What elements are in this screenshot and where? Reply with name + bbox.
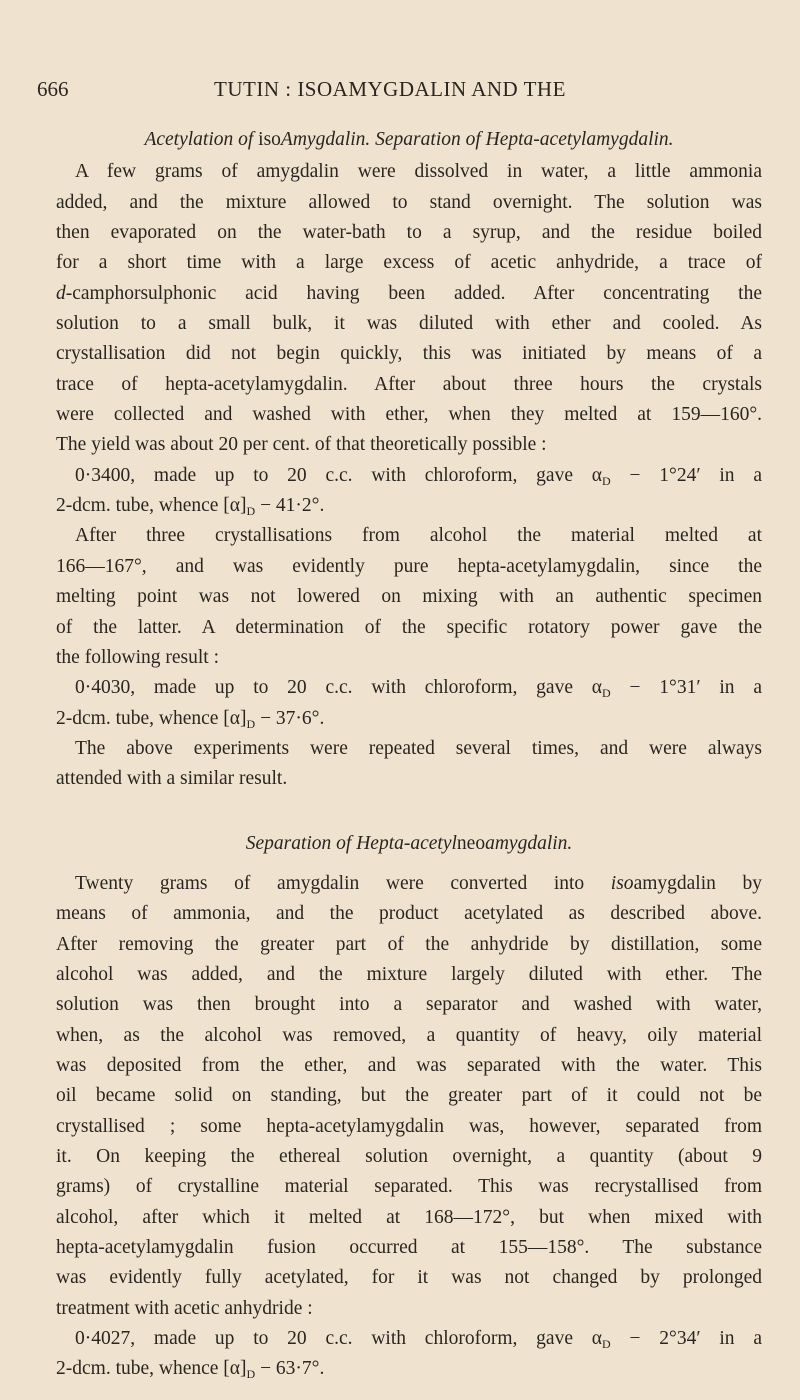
text-line	[56, 899, 762, 929]
paragraph	[56, 734, 762, 795]
text-segment: Twenty grams of amygdalin were converted into	[75, 872, 611, 894]
text-segment: of the latter. A determination of the specific rotatory power gave the	[56, 616, 762, 638]
text-line	[56, 582, 762, 612]
text-line	[56, 869, 762, 899]
text-line	[56, 734, 762, 764]
text-segment: − 37·6°.	[255, 707, 325, 729]
text-segment: means of ammonia, and the product acetylated as described above.	[56, 903, 762, 925]
text-line	[56, 1021, 762, 1051]
paragraph	[56, 869, 762, 1324]
text-segment: oil became solid on standing, but the greater part of it could not be	[56, 1085, 762, 1107]
text-segment: trace of hepta-acetylamygdalin. After about three hours the crystals	[56, 373, 762, 395]
text-segment: − 2°34′ in a	[610, 1328, 762, 1350]
text-segment: After removing the greater part of the anhydride by distillation, some	[56, 933, 762, 955]
text-line	[56, 248, 762, 278]
text-segment: when, as the alcohol was removed, a quantity of heavy, oily material	[56, 1024, 762, 1046]
text-segment: was evidently fully acetylated, for it was not changed by prolonged	[56, 1267, 762, 1289]
subscript: D	[246, 1367, 256, 1382]
text-segment: crystallisation did not begin quickly, this was initiated by means of a	[56, 343, 762, 365]
text-line	[56, 643, 762, 673]
text-line	[56, 613, 762, 643]
subscript: D	[602, 473, 611, 488]
text-line	[56, 1142, 762, 1172]
text-line	[56, 157, 762, 187]
text-line	[56, 461, 762, 491]
subscript: D	[246, 716, 256, 731]
text-segment: The yield was about 20 per cent. of that theoretically possible :	[56, 434, 547, 456]
text-segment: was deposited from the ether, and was separated with the water. This	[56, 1054, 762, 1076]
text-line	[56, 339, 762, 369]
text-segment: − 63·7°.	[255, 1358, 325, 1380]
paragraph	[56, 521, 762, 673]
text-segment: amygdalin by	[633, 872, 762, 894]
text-line	[56, 829, 762, 859]
running-title: TUTIN : ISOAMYGDALIN AND THE	[214, 77, 566, 101]
text-line	[56, 960, 762, 990]
text-segment: -camphorsulphonic acid having been added. After concentrating the	[65, 282, 762, 304]
text-segment: After three crystallisations from alcohol the material melted at	[75, 525, 762, 547]
italic-text: Amygdalin. Separation of Hepta-acetylamygdalin.	[280, 129, 674, 150]
text-segment: neo	[456, 832, 486, 854]
text-line	[56, 400, 762, 430]
text-segment: the following result :	[56, 646, 220, 668]
subscript: D	[602, 686, 611, 701]
text-segment: − 1°24′ in a	[610, 464, 762, 486]
text-segment: The above experiments were repeated several times, and were always	[75, 737, 762, 759]
text-line	[56, 1112, 762, 1142]
italic-text: Acetylation of	[144, 129, 259, 150]
running-header	[37, 77, 737, 107]
page-body	[56, 125, 762, 1385]
text-segment: for a short time with a large excess of acetic anhydride, a trace of	[56, 252, 762, 274]
text-segment: were collected and washed with ether, when they melted at 159—160°.	[56, 404, 762, 426]
text-line	[56, 218, 762, 248]
text-segment: 0·4030, made up to 20 c.c. with chloroform, gave α	[75, 677, 603, 699]
text-segment: 2-dcm. tube, whence [α]	[56, 495, 247, 517]
subscript: D	[246, 504, 256, 519]
text-line	[56, 1233, 762, 1263]
italic-text: amygdalin.	[485, 832, 573, 854]
paragraph	[56, 673, 762, 734]
text-segment: added, and the mixture allowed to stand overnight. The solution was	[56, 191, 762, 213]
text-line	[56, 1263, 762, 1293]
text-line	[56, 1203, 762, 1233]
text-line	[56, 673, 762, 703]
text-segment: alcohol was added, and the mixture largely diluted with ether. The	[56, 963, 762, 985]
text-segment: melting point was not lowered on mixing with an authentic specimen	[56, 586, 762, 608]
text-line	[56, 370, 762, 400]
italic-text: iso	[610, 872, 634, 894]
text-segment: A few grams of amygdalin were dissolved in water, a little ammonia	[75, 161, 762, 183]
text-segment: 0·4027, made up to 20 c.c. with chloroform, gave α	[75, 1328, 603, 1350]
text-segment: 2-dcm. tube, whence [α]	[56, 707, 247, 729]
text-segment: treatment with acetic anhydride :	[56, 1297, 313, 1319]
italic-text: d	[56, 282, 66, 304]
italic-text: Separation of Hepta-acetyl	[245, 832, 457, 854]
text-segment: alcohol, after which it melted at 168—172°, but when mixed with	[56, 1206, 762, 1228]
text-line	[56, 1081, 762, 1111]
text-line	[56, 491, 762, 521]
text-line	[56, 279, 762, 309]
text-line	[56, 1324, 762, 1354]
text-line	[56, 1172, 762, 1202]
text-segment: crystallised ; some hepta-acetylamygdalin was, however, separated from	[56, 1115, 762, 1137]
text-segment: − 1°31′ in a	[610, 677, 762, 699]
text-segment: 2-dcm. tube, whence [α]	[56, 1358, 247, 1380]
section-heading	[56, 125, 762, 155]
text-line	[56, 704, 762, 734]
text-segment: it. On keeping the ethereal solution overnight, a quantity (about 9	[56, 1146, 762, 1167]
subscript: D	[602, 1337, 611, 1352]
text-line	[56, 764, 762, 794]
text-line	[56, 930, 762, 960]
text-line	[56, 990, 762, 1020]
paragraph	[56, 1324, 762, 1385]
text-line	[56, 521, 762, 551]
text-line	[56, 188, 762, 218]
text-segment: attended with a similar result.	[56, 768, 288, 790]
text-segment: then evaporated on the water-bath to a syrup, and the residue boiled	[56, 222, 762, 244]
text-line	[56, 1354, 762, 1384]
text-segment: solution was then brought into a separator and washed with water,	[56, 994, 762, 1016]
text-segment: grams) of crystalline material separated. This was recrystallised from	[56, 1176, 762, 1198]
text-line	[56, 1294, 762, 1324]
page-number: 666	[37, 77, 69, 101]
text-line	[56, 430, 762, 460]
text-line	[56, 1051, 762, 1081]
text-segment: hepta-acetylamygdalin fusion occurred at 155—158°. The substance	[56, 1237, 762, 1259]
paragraph	[56, 461, 762, 522]
text-segment: 0·3400, made up to 20 c.c. with chloroform, gave α	[75, 464, 603, 486]
text-segment: iso	[258, 129, 281, 150]
text-line	[56, 309, 762, 339]
text-line	[56, 552, 762, 582]
text-segment: 166—167°, and was evidently pure hepta-acetylamygdalin, since the	[56, 555, 762, 577]
section-heading	[56, 829, 762, 859]
text-segment: solution to a small bulk, it was diluted with ether and cooled. As	[56, 313, 762, 335]
paragraph	[56, 157, 762, 460]
text-segment: − 41·2°.	[255, 495, 325, 517]
text-line	[56, 125, 762, 155]
